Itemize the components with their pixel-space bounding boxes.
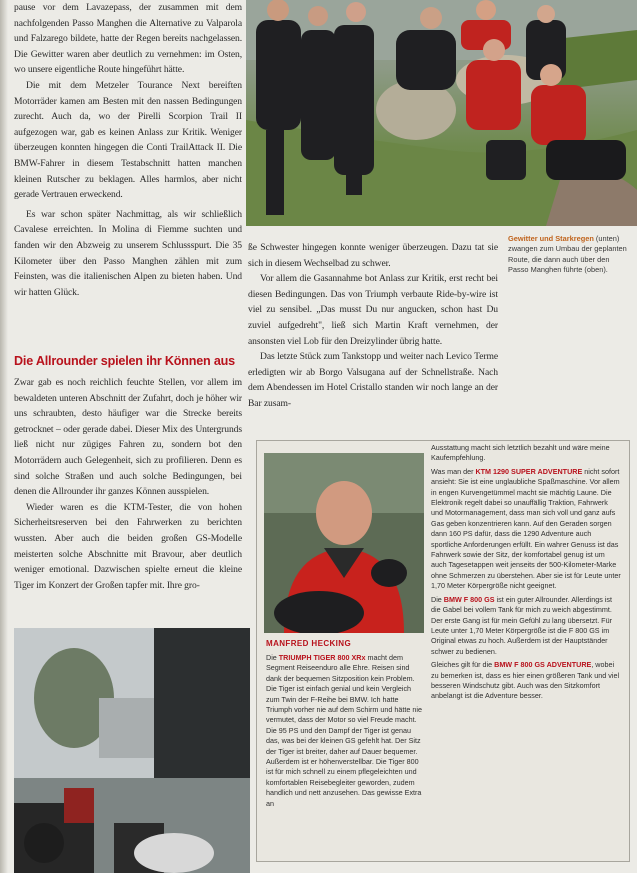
- opinion-text: Die: [266, 653, 279, 662]
- caption-highlight: Gewitter und Starkregen: [508, 234, 594, 243]
- rider-name: MANFRED HECKING: [266, 639, 352, 648]
- opinion-text: Die: [431, 594, 444, 604]
- photo-caption: [508, 234, 628, 276]
- paragraph: Vor allem die Gasannahme bot Anlass zur Kritik, erst recht bei diesen Bedingungen. Das von Triumph verbaute Ride-by-wire ist viel zu sensibel. „Das musst Du nur angucken, schon hast Du zuviel aufgedreht", ließ sich Martin Kraft vernehmen, der ansonsten viel Lob für den Dreizylinder übrig hatte.: [248, 273, 498, 347]
- opinion-text: nicht sofort ansieht: Sie ist eine unglaubliche Spaßmaschine. Vor allem in engen Kurvengetümmel macht sie mächtig Laune. Die Elektronik regelt dabei so unauffällig Traktion, Fahrwerk und Motormanagement, dass man sich voll und ganz aufs Gas geben konzentrieren kann. Auf den Geraden sorgen dann 160 PS dafür, dass die 1290 Adventure auch sportliche Anforderungen erfüllt. Ein wahrer Genuss ist das Fahrwerk sowie der Sitz, der komfortabel genug ist um auch Tagesetappen weit jenseits der 500-Kilometer-Marke ohne Schmerzen zu überstehen. Aber sie ist für Leute unter 1,70 Meter Körpergröße nicht geeignet.: [431, 466, 621, 591]
- opinion-text: , wobei zu bemerken ist, dass es hier einen größeren Tank und viel besseren Windschutz gibt. Auch was den Sitzkomfort anbelangt ist die Adventure besser.: [431, 660, 620, 701]
- opinion-text: Ausstattung macht sich letztlich bezahlt und wäre meine Kaufempfehlung.: [431, 443, 610, 463]
- group-photo-illustration: [246, 0, 637, 226]
- model-name: TRIUMPH TIGER 800 XRx: [278, 653, 366, 662]
- model-name: BMW F 800 GS: [443, 594, 495, 604]
- model-name: BMW F 800 GS ADVENTURE: [494, 660, 592, 670]
- rider-portrait: [264, 453, 424, 633]
- left-column-top: [14, 0, 242, 300]
- paragraph: Es war schon später Nachmittag, als wir schließlich Cavalese erreichten. In Molina di Fiemme suchten und fanden wir den Abzweig zu unserem Schlussspurt. Die 35 Kilometer über den Passo Manghen zählen mit zum Feinsten, was die italienischen Alpen zu bieten haben. Und wir hatten Glück.: [14, 208, 242, 298]
- portrait-illustration: [264, 453, 424, 633]
- group-photo: [246, 0, 637, 226]
- model-name: KTM 1290 SUPER ADVENTURE: [475, 466, 583, 476]
- caption-text: (unten) zwangen zum Umbau der geplanten Route, die dann auch über den Passo Manghen führte (oben).: [508, 234, 627, 275]
- opinion-text: Gleiches gilt für die: [431, 660, 495, 670]
- section-headline: Die Allrounder spielen ihr Können aus: [14, 354, 235, 368]
- paragraph: Das letzte Stück zum Tankstopp und weiter nach Levico Terme erledigten wir ab Borgo Valsugana auf der Schnellstraße. Nach dem Abendessen im Hotel Cristallo standen wir noch lange an der Bar zusam-: [248, 351, 498, 409]
- paragraph: ße Schwester hingegen konnte weniger überzeugen. Dazu tat sie sich in diesem Wechselbad zu schwer.: [248, 242, 498, 269]
- opinion-text: Was man der: [431, 466, 476, 476]
- paragraph: Die mit dem Metzeler Tourance Next bereiften Motorräder kamen am Besten mit den nassen Bedingungen zurecht. Auch da, wo der Pirelli Scorpion Trail II aufgezogen war, gab es keinen Anlass zur Kritik. Weniger überzeugen konnten hingegen die Conti TrailAttack II. Die BMW-Fahrer in diesem Testabschnitt hatten manchen kleinen Rutscher zu beklagen. Alles harmlos, aber nicht gerade Vertrauen erweckend.: [14, 79, 242, 201]
- opinion-text: ist ein guter Allrounder. Allerdings ist die Gabel bei vollem Tank für mich zu weich abgestimmt. Der erste Gang ist für mein Gefühl zu lang übersetzt. Für Leute unter 1,70 Meter Körpergröße ist die F 800 GS im Original etwas zu hoch. Außerdem ist der Hauptständer schwer zu bedienen.: [431, 594, 612, 656]
- rider-opinion-left: [266, 653, 424, 809]
- rain-photo: [14, 628, 250, 873]
- paragraph: Wieder waren es die KTM-Tester, die von hohen Sicherheitsreserven bei den Fahrwerken zu berichten wussten. Aber auch die beiden großen GS-Modelle meisterten solche Abschnitte mit Bravour, aber deutlich weniger emotional. Dazwischen spielte erneut die kleine Tiger im Konzert der Großen tapfer mit. Ihre gro-: [14, 501, 242, 591]
- rain-photo-illustration: [14, 628, 250, 873]
- paragraph: pause vor dem Lavazepass, der zusammen mit dem nachfolgenden Passo Manghen die Alternative zu Valparola und Falzarego bildete, hatte der Regen bereits nachgelassen. Die Gewitter waren aber deutlich zu vernehmen: im Osten, wo unsere eigentliche Route hingeführt hätte.: [14, 2, 242, 76]
- paragraph: Zwar gab es noch reichlich feuchte Stellen, vor allem im bewaldeten unteren Abschnitt der Zufahrt, doch je höher wir uns schraubten, desto häufiger war die Strecke bereits getrocknet – oder gerade dabei. Dieser Mix des Untergrunds ließ nicht nur zügiges Fahren zu, sondern bot den Motorrädern auch Gelegenheit, sich zu profilieren. Denn es sind solche Straßen und auch solche Bedingungen, bei denen die Allrounder ihr ganzes Können ausspielen.: [14, 377, 242, 498]
- opinion-text: macht dem Segment Reiseenduro alle Ehre. Reisen sind dank der bequemen Sitzposition kein Problem. Die Tiger ist einfach genial und kein Vergleich zum Twin der F-Reihe bei BMW. Ich hatte Triumph vorher nie auf dem Schirm und hätte nie vermutet, dass der Motor so viel Freude macht. Die 95 PS und den Dampf der Tiger ist genau das, was bei der kleinen GS gefehlt hat. Der Sitz der Tiger ist breiter, daher auf Dauer bequemer. Außerdem ist er höhenverstellbar. Die Tiger 800 ist für mich schnell zu einem pflegeleichten und komfortablen Reisebegleiter geworden, zudem handlich und nett anzusehen. Das gewisse Extra an: [266, 653, 422, 808]
- page-fold-shadow: [0, 0, 8, 873]
- rider-opinion-box: [256, 440, 630, 862]
- middle-column: [248, 240, 498, 412]
- rider-opinion-right: [431, 443, 621, 702]
- left-column-bottom: [14, 375, 242, 593]
